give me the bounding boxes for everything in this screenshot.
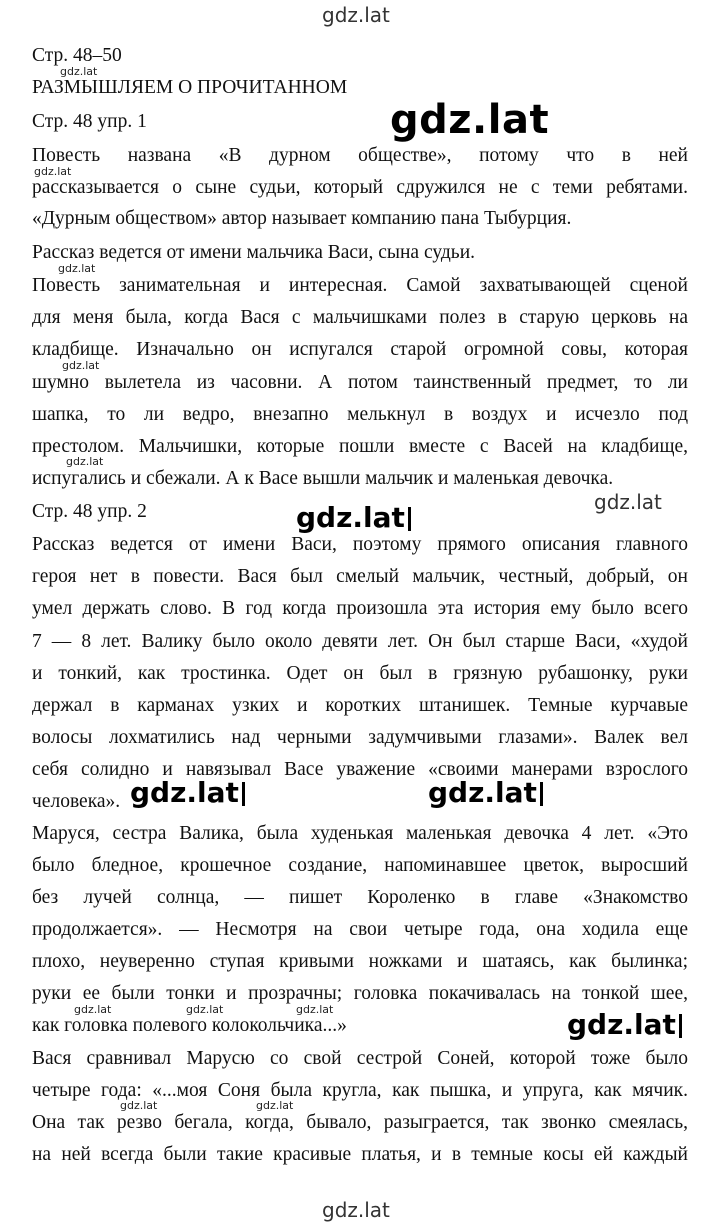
paragraph-line: на ней всегда были такие красивые платья, и в темные косы ей каждый <box>32 1144 688 1165</box>
watermark-large: gdz.lat <box>390 97 550 143</box>
paragraph-line: шумно вылетела из часовни. А потом таинственный предмет, то ли <box>32 372 688 393</box>
watermark-small: gdz.lat <box>186 1003 224 1016</box>
paragraph-line: испугались и сбежали. А к Васе вышли мальчик и маленькая девочка. <box>32 468 614 489</box>
paragraph-line: для меня была, когда Вася с мальчишками полез в старую церковь на <box>32 307 688 328</box>
paragraph-line: умел держать слово. В год когда произошла эта история ему было всего <box>32 598 688 619</box>
paragraph-line: шапка, то ли ведро, внезапно мелькнул в воздух и исчезло под <box>32 404 688 425</box>
paragraph-line: Повесть занимательная и интересная. Самой захватывающей сценой <box>32 275 688 296</box>
paragraph-line: Рассказ ведется от имени мальчика Васи, сына судьи. <box>32 242 476 263</box>
paragraph-line: как головка полевого колокольчика...» <box>32 1015 347 1036</box>
paragraph-line: без лучей солнца, — пишет Короленко в главе «Знакомство <box>32 887 688 908</box>
watermark-small: gdz.lat <box>62 359 100 372</box>
paragraph-line: престолом. Мальчишки, которые пошли вместе с Васей на кладбище, <box>32 436 688 457</box>
paragraph-line: держал в карманах узких и коротких штанишек. Темные курчавые <box>32 695 688 716</box>
exercise-2-heading: Стр. 48 упр. 2 <box>32 501 147 522</box>
paragraph-line: 7 — 8 лет. Валику было около девяти лет. Он был старше Васи, «худой <box>32 631 688 652</box>
paragraph-line: Повесть названа «В дурном обществе», потому что в ней <box>32 145 688 166</box>
watermark-bottom: gdz.lat <box>322 1198 390 1222</box>
paragraph-line: Она так резво бегала, когда, бывало, разыграется, так звонко смеялась, <box>32 1112 688 1133</box>
paragraph-line: себя солидно и навязывал Васе уважение «своими манерами взрослого <box>32 759 688 780</box>
paragraph-line: четыре года: «...моя Соня была кругла, как пышка, и упруга, как мячик. <box>32 1080 688 1101</box>
paragraph-line: руки ее были тонки и прозрачны; головка покачивалась на тонкой шее, <box>32 983 688 1004</box>
exercise-1-heading: Стр. 48 упр. 1 <box>32 111 147 132</box>
paragraph-line: продолжается». — Несмотря на свои четыре года, она ходила еще <box>32 919 688 940</box>
paragraph-line: Вася сравнивал Марусю со свой сестрой Соней, которой тоже было <box>32 1048 688 1069</box>
paragraph-line: Рассказ ведется от имени Васи, поэтому прямого описания главного <box>32 534 688 555</box>
watermark-text: gdz.lat <box>428 776 537 809</box>
watermark-text: gdz.lat <box>130 776 239 809</box>
watermark-small: gdz.lat <box>120 1099 158 1112</box>
paragraph-line: волосы лохматились над черными задумчивыми глазами». Валек вел <box>32 727 688 748</box>
paragraph-line: «Дурным обществом» автор называет компанию пана Тыбурция. <box>32 208 572 229</box>
paragraph-line: рассказывается о сыне судьи, который сдружился не с теми ребятами. <box>32 177 688 198</box>
watermark-small: gdz.lat <box>74 1003 112 1016</box>
watermark-small: gdz.lat <box>66 455 104 468</box>
watermark-text: gdz.lat <box>567 1008 676 1041</box>
watermark-small: gdz.lat <box>60 65 98 78</box>
paragraph-line: и тонкий, как тростинка. Одет он был в грязную рубашонку, руки <box>32 663 688 684</box>
paragraph-line: героя нет в повести. Вася был смелый мальчик, честный, добрый, он <box>32 566 688 587</box>
paragraph-line: кладбище. Изначально он испугался старой огромной совы, которая <box>32 339 688 360</box>
paragraph-line: плохо, неуверенно ступая кривыми ножками и шатаясь, как былинка; <box>32 951 688 972</box>
watermark-small: gdz.lat <box>34 165 72 178</box>
watermark-small: gdz.lat <box>58 262 96 275</box>
paragraph-line: человека». <box>32 791 121 812</box>
paragraph-line: было бледное, крошечное создание, напоминавшее цветок, выросший <box>32 855 688 876</box>
watermark-side: gdz.lat <box>594 490 662 514</box>
watermark-text: gdz.lat <box>296 501 405 534</box>
watermark-top: gdz.lat <box>322 3 390 27</box>
watermark-small: gdz.lat <box>296 1003 334 1016</box>
paragraph-line: Маруся, сестра Валика, была худенькая маленькая девочка 4 лет. «Это <box>32 823 688 844</box>
watermark-small: gdz.lat <box>256 1099 294 1112</box>
section-title: РАЗМЫШЛЯЕМ О ПРОЧИТАННОМ <box>32 77 348 98</box>
pages-range: Стр. 48–50 <box>32 45 122 66</box>
